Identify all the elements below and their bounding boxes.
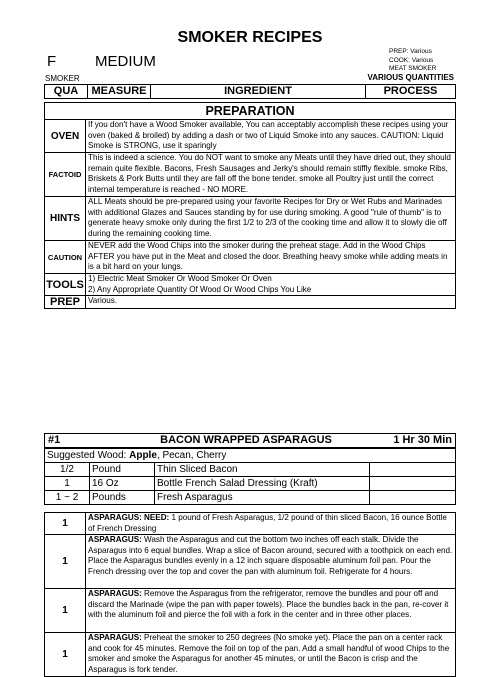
oven-text: If you don't have a Wood Smoker available, You can acceptably accomplish these recipes using your oven (baked & broiled) by adding a dash or two of Liquid Smoke into any sauces. CAUTION: Liquid Smoke is STRONG, use it sparingly — [86, 120, 456, 153]
step-row — [45, 589, 456, 633]
caution-text: NEVER add the Wood Chips into the smoker during the preheat stage. Add in the Wood Chips AFTER you have put in the Meat and closed the door. Breathing heavy smoke while adding meats in is a bit hard on your lungs. — [86, 241, 456, 274]
step-text — [86, 633, 456, 677]
step-text — [86, 589, 456, 633]
ingredient-item: Thin Sliced Bacon — [155, 463, 370, 477]
ingredient-process — [370, 463, 456, 477]
step-row — [45, 633, 456, 677]
ingredient-measure: Pound — [90, 463, 155, 477]
recipe-number: #1 — [45, 434, 124, 448]
suggested-wood — [45, 449, 456, 463]
prep-text: Various. — [86, 296, 456, 309]
ingredient-item: Fresh Asparagus — [155, 491, 370, 505]
prep-line: PREP: Various — [389, 48, 432, 55]
ingredient-item: Bottle French Salad Dressing (Kraft) — [155, 477, 370, 491]
wood-table — [44, 448, 456, 463]
recipe-name: BACON WRAPPED ASPARAGUS — [123, 434, 369, 448]
step-number: 1 — [45, 535, 86, 589]
wood-rest: , Pecan, Cherry — [156, 450, 227, 461]
ingredient-process — [370, 491, 456, 505]
step-head: ASPARAGUS: — [88, 633, 142, 643]
page-title: SMOKER RECIPES — [177, 29, 323, 46]
step-body: Preheat the smoker to 250 degrees (No smoke yet). Place the pan on a center rack and cook for 45 minutes. Remove the foil on top of the pan. Add a small handful of wood Chips to the smoker and smoke the Asparagus for another 45 minutes, or until the Bacon is crisp and the Asparagus is fork tender. — [88, 633, 450, 674]
ingredient-row — [45, 491, 456, 505]
step-head: ASPARAGUS: — [88, 589, 142, 599]
ingredient-qty: 1/2 — [45, 463, 90, 477]
factoid-label: FACTOID — [45, 153, 86, 197]
column-qua: QUA — [45, 85, 88, 99]
caution-label: CAUTION — [45, 241, 86, 274]
ingredient-table — [44, 462, 456, 505]
step-body: Remove the Asparagus from the refrigerator, remove the bundles and pour off and discard the Marinade (wipe the pan with paper towels). Place the bundles back in the pan, re-cover it with the aluminum foil and pierce the foil with a fork in the center and in three other places. — [88, 589, 449, 620]
factoid-text: This is indeed a science. You do NOT want to smoke any Meats until they have dried out, they should remain quite flexible. Bacons, Fresh Sausages and Jerky's should remain stiffly flexible. smoke Ribs, Briskets & Pork Butts until they are fall off the bone tender. smoke all Poultry just until the correct internal temperature is reached - NO MORE. — [86, 153, 456, 197]
step-head: ASPARAGUS: NEED: — [88, 513, 170, 522]
smoker-type-line: MEAT SMOKER — [389, 65, 437, 72]
step-text — [86, 513, 456, 535]
hints-label: HINTS — [45, 197, 86, 241]
tools-line: 1) Electric Meat Smoker Or Wood Smoker Or Oven — [88, 274, 272, 283]
quantities-tag: VARIOUS QUANTITIES — [367, 73, 454, 82]
step-head: ASPARAGUS: — [88, 535, 142, 545]
step-body: 1 pound of Fresh Asparagus, 1/2 pound of thin sliced Bacon, 16 ounce Bottle of French Dressing — [88, 513, 447, 533]
column-header-table — [44, 84, 456, 99]
step-row — [45, 513, 456, 535]
ingredient-row — [45, 477, 456, 491]
ingredient-row — [45, 463, 456, 477]
wood-main: Apple — [129, 450, 157, 461]
column-measure: MEASURE — [88, 85, 151, 99]
steps-table — [44, 512, 456, 677]
prep-cook-info — [389, 48, 447, 74]
cook-line: COOK: Various — [389, 56, 434, 64]
hints-text: ALL Meats should be pre-prepared using your favorite Recipes for Dry or Wet Rubs and Marinades with additional Glazes and Sauces standing by for use during smoking. A good "rule of thumb" is to generate heavy smoke only during the first 1/2 to 2/3 of the cooking time and allow it to slowly die off during the remaining cooking time. — [86, 197, 456, 241]
column-process: PROCESS — [366, 85, 456, 99]
step-body: Wash the Asparagus and cut the bottom two inches off each stalk. Divide the Asparagus into 6 equal bundles. Wrap a slice of Bacon around, secured with a toothpick on each end. Place the Asparagus bundles evenly in a 12 inch square disposable aluminum foil pan. Pour the French dressing over the top and cover the pan with aluminum foil. Refrigerate for 4 hours. — [88, 535, 453, 576]
ingredient-measure: Pounds — [90, 491, 155, 505]
preparation-table — [44, 102, 456, 309]
oven-label: OVEN — [45, 120, 86, 153]
ingredient-process — [370, 477, 456, 491]
prep-label: PREP — [45, 296, 86, 309]
wood-prefix: Suggested Wood: — [47, 450, 130, 461]
step-text — [86, 535, 456, 589]
category-letter: F — [47, 53, 57, 70]
step-number: 1 — [45, 589, 86, 633]
step-number: 1 — [45, 513, 86, 535]
preparation-heading: PREPARATION — [45, 103, 456, 120]
column-ingredient: INGREDIENT — [151, 85, 366, 99]
ingredient-qty: 1 ~ 2 — [45, 491, 90, 505]
tools-line: 2) Any Appropriate Quantity Of Wood Or Wood Chips You Like — [88, 284, 312, 294]
tools-text — [86, 274, 456, 296]
step-row — [45, 535, 456, 589]
ingredient-qty: 1 — [45, 477, 90, 491]
tools-label: TOOLS — [45, 274, 86, 296]
recipe-table — [44, 433, 456, 448]
recipe-time: 1 Hr 30 Min — [369, 434, 456, 448]
step-number: 1 — [45, 633, 86, 677]
difficulty-label: MEDIUM — [95, 53, 156, 70]
ingredient-measure: 16 Oz — [90, 477, 155, 491]
smoker-tag: SMOKER — [45, 74, 80, 83]
